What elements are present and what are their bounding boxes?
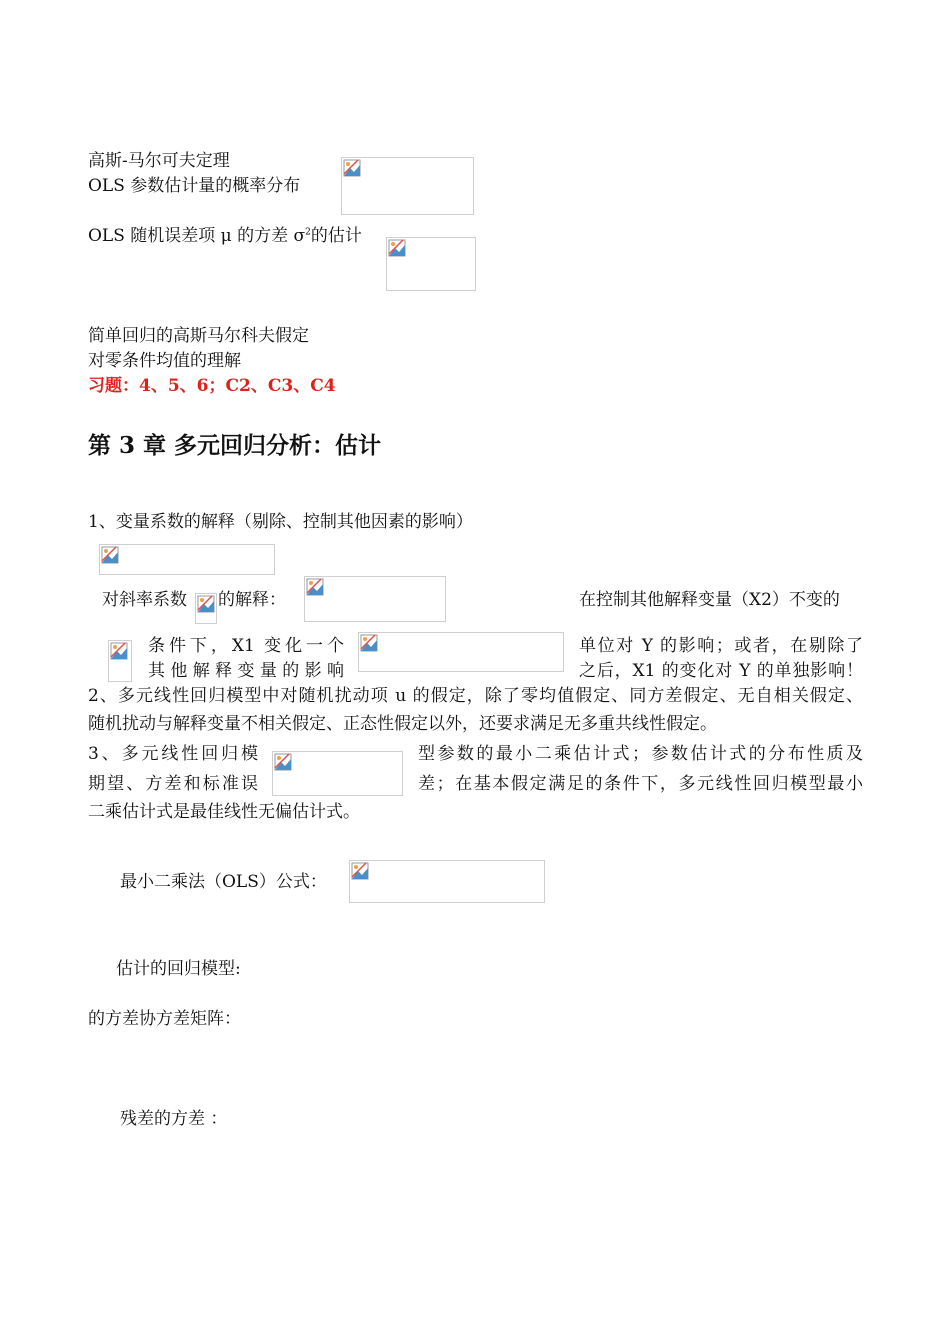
section3-left-2: 期望、方差和标准误 bbox=[88, 774, 258, 794]
broken-image bbox=[341, 157, 474, 215]
broken-image bbox=[349, 860, 545, 903]
section3-left-1: 3、多元线性回归模 bbox=[88, 744, 258, 764]
text-condition-right-2: 之后，X1 的变化对 Y 的单独影响！ bbox=[579, 661, 863, 681]
broken-image-icon bbox=[274, 753, 292, 771]
section3-line-3: 二乘估计式是最佳线性无偏估计式。 bbox=[88, 802, 360, 822]
text-ols-distribution: OLS 参数估计量的概率分布 bbox=[88, 176, 301, 196]
text-slope-mid: 的解释： bbox=[218, 590, 286, 610]
text-condition-right-1: 单位对 Y 的影响；或者，在剔除了 bbox=[579, 636, 863, 656]
broken-image-icon bbox=[343, 159, 361, 177]
section1-heading: 1、变量系数的解释（剔除、控制其他因素的影响） bbox=[88, 512, 473, 532]
text-residual-variance: 残差的方差 ： bbox=[120, 1109, 228, 1129]
text-slope-right: 在控制其他解释变量（X2）不变的 bbox=[579, 590, 840, 610]
broken-image-icon bbox=[197, 595, 215, 613]
text-covariance-matrix: 的方差协方差矩阵： bbox=[88, 1009, 241, 1029]
broken-image-icon bbox=[101, 546, 119, 564]
broken-image bbox=[272, 751, 403, 796]
text-condition-left-1: 条件下，X1 变化一个 bbox=[148, 636, 344, 656]
broken-image bbox=[358, 632, 564, 672]
broken-image-icon bbox=[351, 862, 369, 880]
text-simple-regression-assumptions: 简单回归的高斯马尔科夫假定 bbox=[88, 326, 309, 346]
broken-image bbox=[386, 237, 476, 291]
broken-image-icon bbox=[360, 634, 378, 652]
broken-image-icon bbox=[306, 578, 324, 596]
text-condition-left-2: 其他解释变量的影响 bbox=[148, 661, 344, 681]
broken-image bbox=[195, 593, 217, 624]
text-error-variance: OLS 随机误差项 μ 的方差 $\sigma^2$的估计 bbox=[88, 226, 362, 246]
chapter-title: 第 3 章 多元回归分析：估计 bbox=[88, 432, 382, 459]
text-exercises: 习题：4、5、6；C2、C3、C4 bbox=[88, 376, 336, 396]
text-estimated-model: 估计的回归模型: bbox=[116, 959, 241, 979]
broken-image-icon bbox=[388, 239, 406, 257]
broken-image bbox=[99, 544, 275, 575]
broken-image bbox=[108, 640, 132, 682]
section3-right-2: 差；在基本假定满足的条件下，多元线性回归模型最小 bbox=[418, 774, 863, 794]
text-gauss-markov: 高斯-马尔可夫定理 bbox=[88, 151, 230, 171]
broken-image bbox=[304, 576, 446, 622]
section2-line-2: 随机扰动与解释变量不相关假定、正态性假定以外，还要求满足无多重共线性假定。 bbox=[88, 714, 717, 734]
text-ols-formula: 最小二乘法（OLS）公式： bbox=[120, 872, 327, 892]
section2-line-1: 2、多元线性回归模型中对随机扰动项 u 的假定，除了零均值假定、同方差假定、无自相关假定、 bbox=[88, 686, 863, 706]
broken-image-icon bbox=[110, 642, 128, 660]
section3-right-1: 型参数的最小二乘估计式；参数估计式的分布性质及 bbox=[418, 744, 863, 764]
text-slope-left: 对斜率系数 bbox=[102, 590, 187, 610]
text-zero-conditional-mean: 对零条件均值的理解 bbox=[88, 351, 241, 371]
